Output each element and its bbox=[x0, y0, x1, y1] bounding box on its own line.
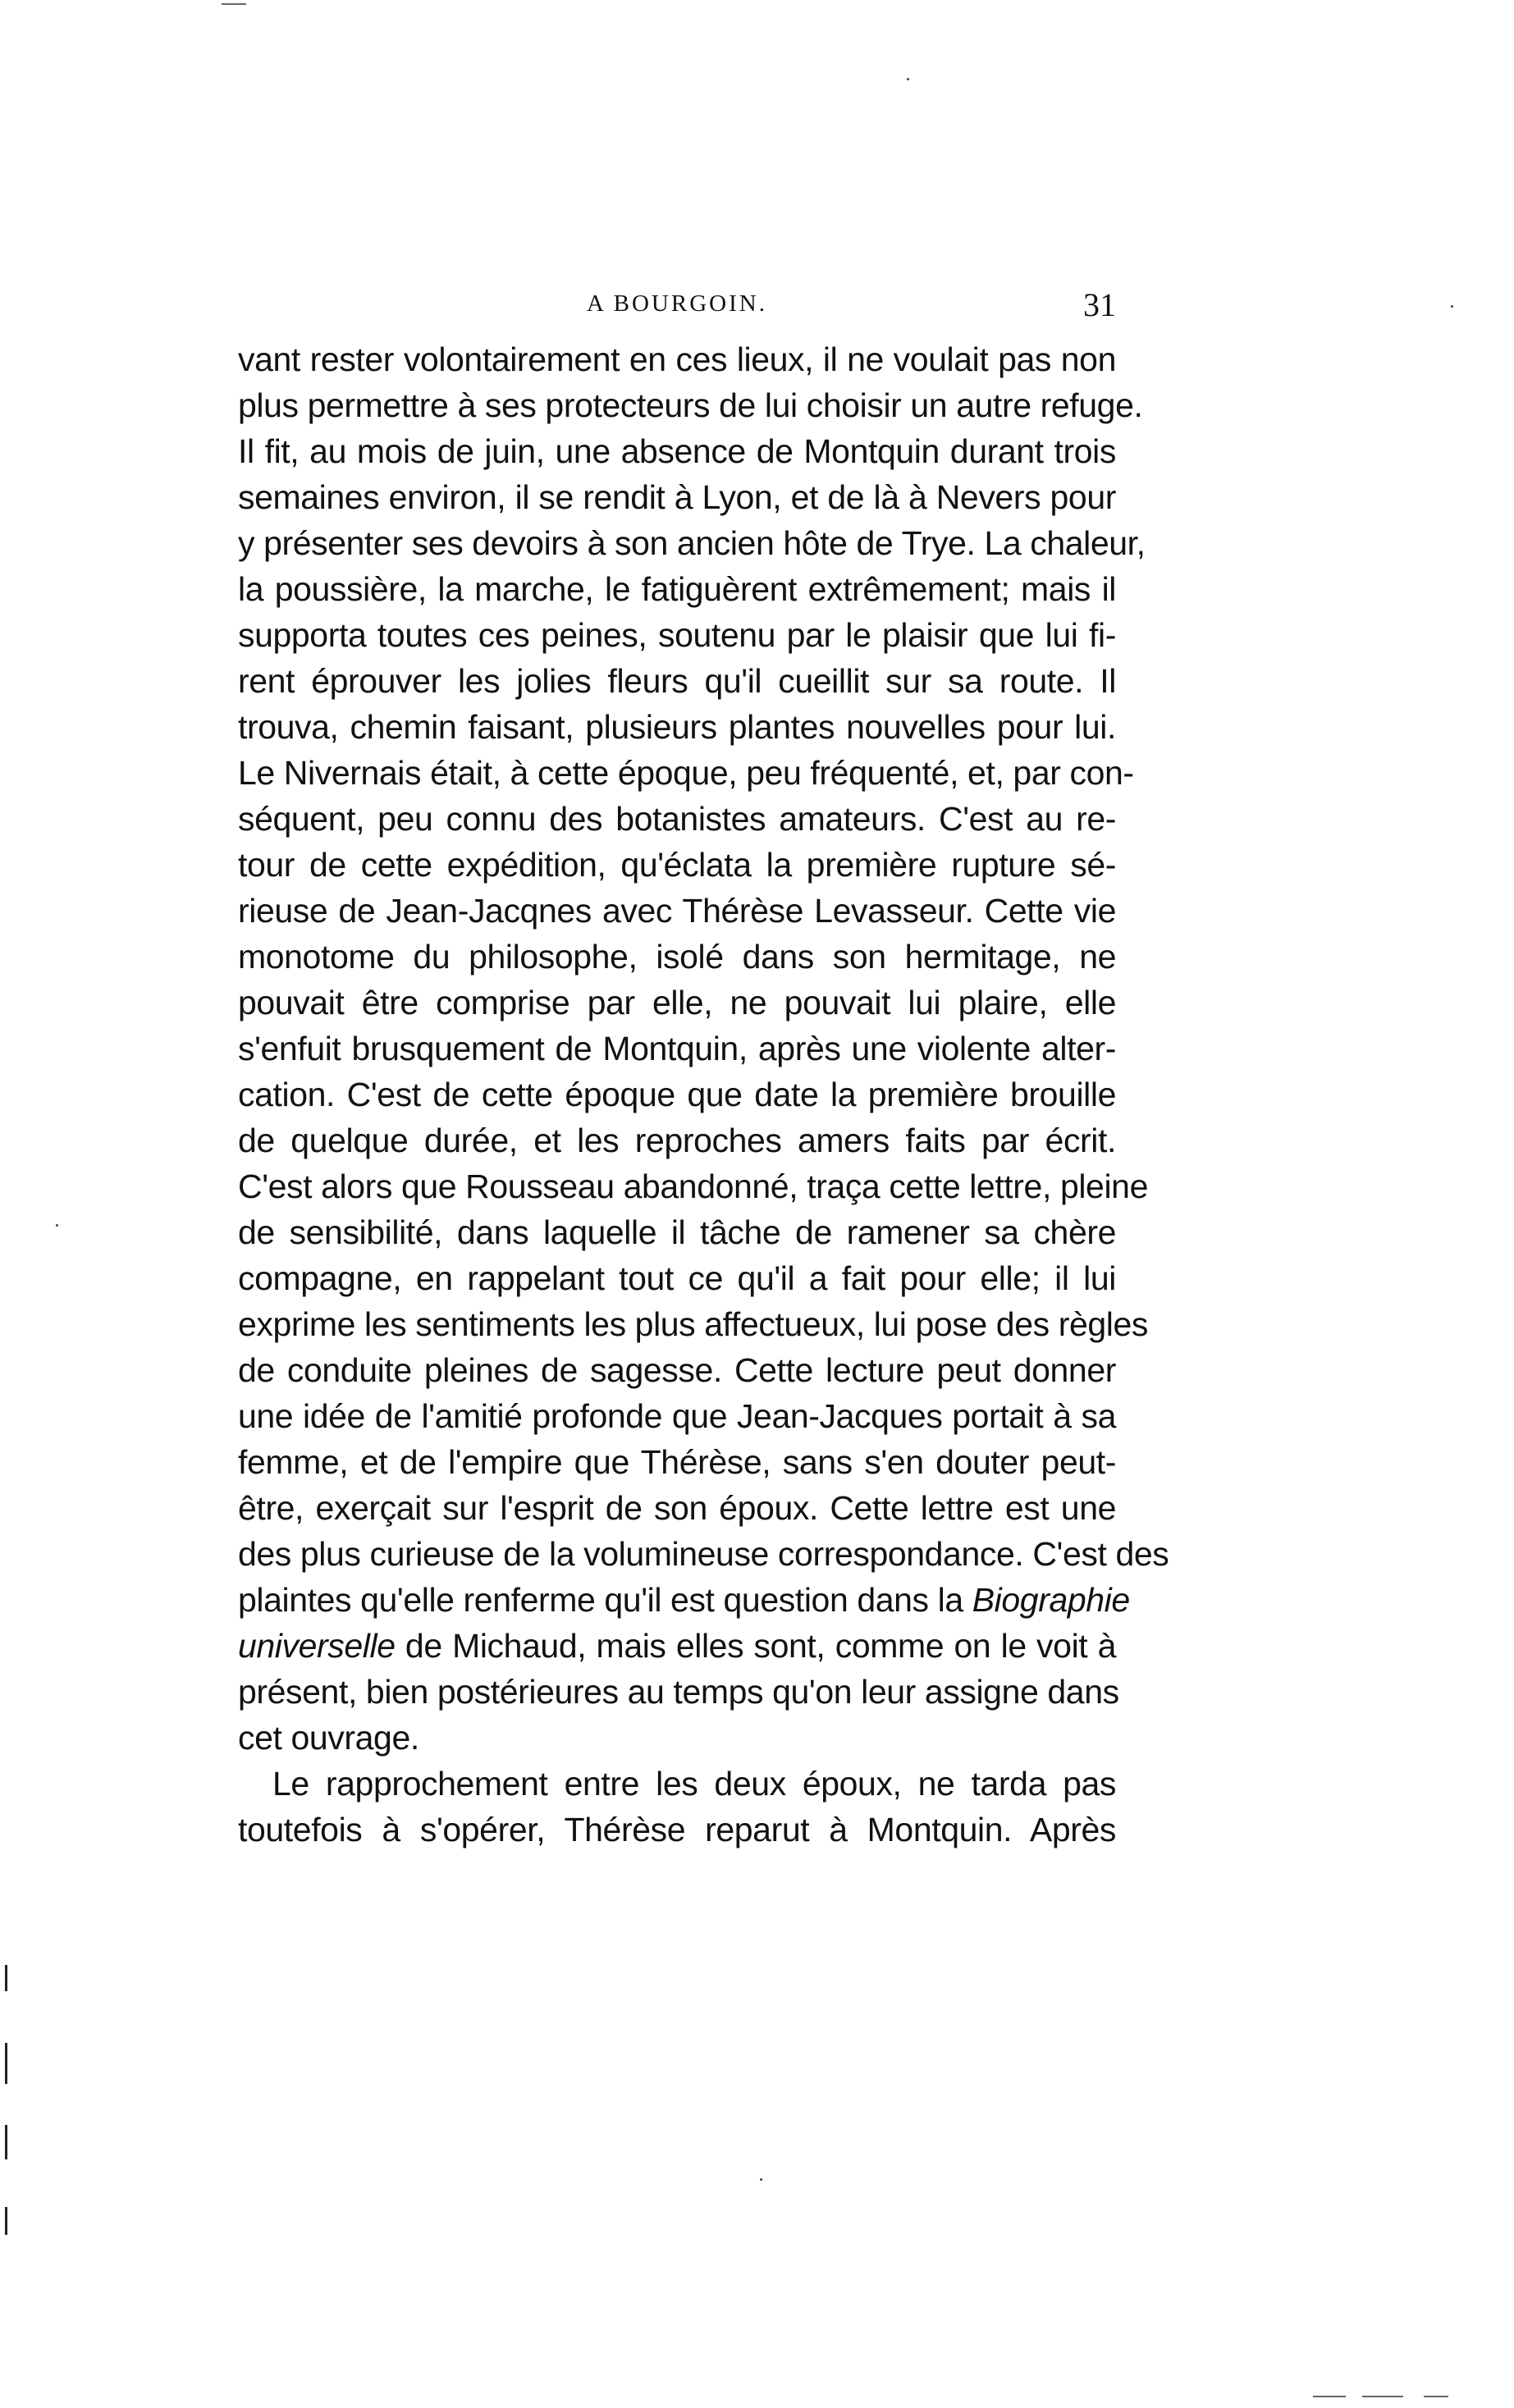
scan-speck bbox=[907, 78, 909, 80]
text-line: monotome du philosophe, isolé dans son hermitage, ne bbox=[238, 938, 1116, 976]
scan-edge-mark bbox=[1362, 2396, 1403, 2397]
text-line: compagne, en rappelant tout ce qu'il a fait pour elle; il lui bbox=[238, 1259, 1116, 1297]
scan-edge-mark bbox=[1313, 2396, 1346, 2397]
text-line: pouvait être comprise par elle, ne pouvait lui plaire, elle bbox=[238, 984, 1116, 1021]
scan-margin-mark bbox=[5, 2207, 7, 2235]
text-line: femme, et de l'empire que Thérèse, sans s'en douter peut- bbox=[238, 1443, 1116, 1481]
text-line: rent éprouver les jolies fleurs qu'il cueillit sur sa route. Il bbox=[238, 662, 1116, 700]
text-line: trouva, chemin faisant, plusieurs plantes nouvelles pour lui. bbox=[238, 708, 1116, 746]
text-line: supporta toutes ces peines, soutenu par le plaisir que lui fi- bbox=[238, 616, 1116, 654]
scan-margin-mark bbox=[5, 2043, 7, 2084]
scan-margin-mark bbox=[5, 2125, 7, 2159]
text-line: plus permettre à ses protecteurs de lui choisir un autre refuge. bbox=[238, 386, 1143, 424]
text-line: Il fit, au mois de juin, une absence de Montquin durant trois bbox=[238, 432, 1116, 470]
body-text bbox=[238, 336, 1169, 1853]
paragraph-end-line: cet ouvrage. bbox=[238, 1719, 419, 1757]
page-number: 31 bbox=[1083, 286, 1116, 323]
text-line: rieuse de Jean-Jacqnes avec Thérèse Levasseur. Cette vie bbox=[238, 892, 1116, 930]
scan-edge-mark bbox=[222, 3, 246, 5]
running-head bbox=[238, 286, 1116, 322]
scan-speck bbox=[1451, 305, 1453, 308]
text-line: vant rester volontairement en ces lieux, il ne voulait pas non bbox=[238, 340, 1116, 378]
running-title: A BOURGOIN. bbox=[587, 290, 767, 317]
text-line bbox=[238, 1577, 1130, 1623]
text-line: une idée de l'amitié profonde que Jean-Jacques portait à sa bbox=[238, 1397, 1116, 1435]
text-line: la poussière, la marche, le fatiguèrent extrêmement; mais il bbox=[238, 570, 1116, 608]
text-line: Le Nivernais était, à cette époque, peu fréquenté, et, par con- bbox=[238, 754, 1134, 792]
text-line: présent, bien postérieures au temps qu'on leur assigne dans bbox=[238, 1673, 1119, 1711]
text-line: s'enfuit brusquement de Montquin, après une violente alter- bbox=[238, 1030, 1116, 1067]
italic-title-run: universelle bbox=[238, 1627, 396, 1665]
text-line: exprime les sentiments les plus affectueux, lui pose des règles bbox=[238, 1305, 1148, 1343]
text-line: séquent, peu connu des botanistes amateurs. C'est au re- bbox=[238, 800, 1116, 838]
text-line: toutefois à s'opérer, Thérèse reparut à Montquin. Après bbox=[238, 1811, 1116, 1848]
italic-title-run: Biographie bbox=[972, 1581, 1130, 1619]
text-run: plaintes qu'elle renferme qu'il est question dans la bbox=[238, 1581, 972, 1619]
scan-speck bbox=[760, 2178, 762, 2181]
text-line: tour de cette expédition, qu'éclata la première rupture sé- bbox=[238, 846, 1116, 884]
text-line: y présenter ses devoirs à son ancien hôte de Trye. La chaleur, bbox=[238, 524, 1146, 562]
text-run: de Michaud, mais elles sont, comme on le voit à bbox=[395, 1627, 1116, 1665]
text-line: de quelque durée, et les reproches amers faits par écrit. bbox=[238, 1122, 1116, 1159]
scan-margin-mark bbox=[5, 1965, 7, 1991]
text-line: de sensibilité, dans laquelle il tâche de ramener sa chère bbox=[238, 1213, 1116, 1251]
scan-speck bbox=[56, 1224, 58, 1227]
scan-edge-mark bbox=[1424, 2396, 1448, 2397]
text-line: des plus curieuse de la volumineuse correspondance. C'est des bbox=[238, 1535, 1169, 1573]
text-line: C'est alors que Rousseau abandonné, traça cette lettre, pleine bbox=[238, 1167, 1148, 1205]
text-line: être, exerçait sur l'esprit de son époux. Cette lettre est une bbox=[238, 1489, 1116, 1527]
text-line: semaines environ, il se rendit à Lyon, et de là à Nevers pour bbox=[238, 478, 1116, 516]
paragraph-start-line: Le rapprochement entre les deux époux, ne tarda pas bbox=[272, 1765, 1116, 1803]
text-line: cation. C'est de cette époque que date la première brouille bbox=[238, 1076, 1116, 1113]
text-line bbox=[238, 1623, 1116, 1669]
text-line: de conduite pleines de sagesse. Cette lecture peut donner bbox=[238, 1351, 1116, 1389]
